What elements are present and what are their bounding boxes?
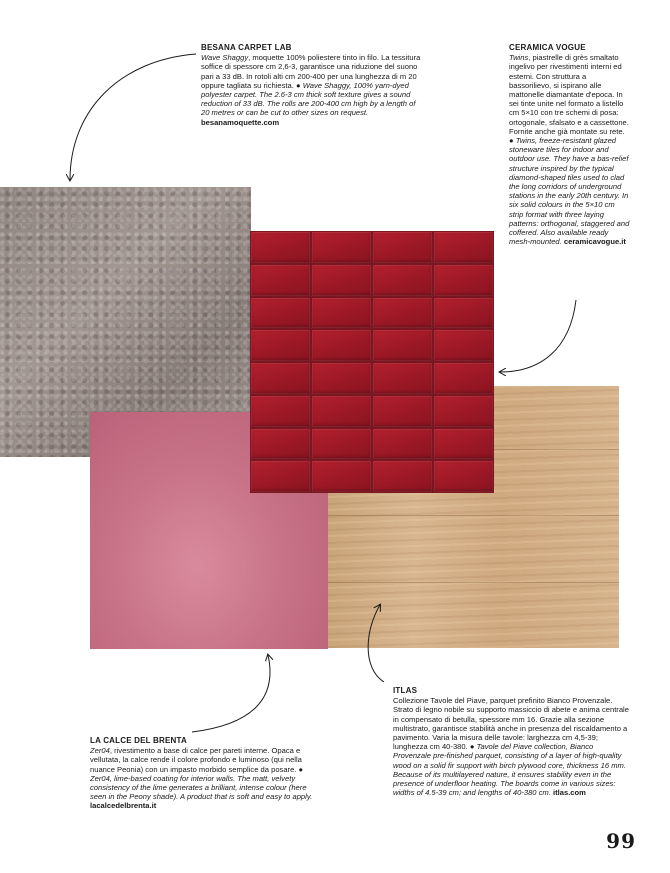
ceramica-english-text: Twins, freeze-resistant glazed stoneware tiles for indoor and outdoor use. They have a bas-relief structure inspired by the typical diamond-shaped tiles used to clad the long corridors of underground stations in the early 20th century. In six solid colours in the 5×10 cm strip format with three laying patterns: orthogonal, staggered and coffered. Also available ready mesh-mounted. [509, 136, 630, 247]
besana-website-link[interactable]: besanamoquette.com [201, 117, 280, 127]
ceramica-website-link[interactable]: ceramicavogue.it [563, 237, 626, 247]
itlas-bullet: ● [469, 742, 475, 752]
besana-caption [201, 43, 423, 127]
besana-english-text: Wave Shaggy, 100% yarn-dyed polyester carpet. The 2.6-3 cm thick soft texture gives a sound reduction of 33 dB. The rolls are 200-400 cm high by a length of 20 metres or can be cut to other sizes on request. [201, 80, 416, 118]
besana-product-name: Wave Shaggy [201, 53, 249, 63]
itlas-website-link[interactable]: itlas.com [553, 788, 586, 798]
itlas-english-text: Tavole del Piave collection, Bianco Provenzale pre-finished parquet, consisting of a layer of high-quality wood on a solid fir support with birch plywood core, thickness 16 mm. Because of its multilayered nature, it ensures stability even in the presence of underfloor heating. The boards come in various sizes: widths of 4.5-39 cm; and lengths of 40-380 cm. [393, 742, 626, 798]
ceramica-heading: CERAMICA VOGUE [509, 43, 586, 52]
besana-italian-text: , moquette 100% poliestere tinto in filo. La tessitura soffice di spessore cm 2,6-3, garantisce una riduzione del suono pari a 33 dB. In rotoli alti cm 200-400 per una lunghezza di m 20 oppure tagliata su richiesta. [201, 53, 421, 90]
calce-heading: LA CALCE DEL BRENTA [90, 736, 187, 745]
itlas-caption [393, 686, 631, 797]
calce-bullet: ● [298, 764, 304, 774]
besana-heading: BESANA CARPET LAB [201, 43, 292, 52]
calce-caption [90, 736, 322, 811]
ceramica-bullet: ● [509, 136, 514, 146]
calce-italian-text: , rivestimento a base di calce per pareti interne. Opaca e vellutata, la calce rende il colore profondo e luminoso (qui nella nuance Peonia) con un impasto morbido semplice da posare. [90, 746, 302, 774]
calce-english-text: Zer04, lime-based coating for interior walls. The matt, velvety consistency of the lime generates a brilliant, intense colour (here seen in the Peony shade). A product that is soft and easy to apply. [90, 773, 313, 802]
itlas-italian-text: Collezione Tavole del Piave, parquet prefinito Bianco Provenzale. Strato di legno nobile su supporto massiccio di abete e anima centrale in compensato di betulla, spessore mm 16. Grazie alla sezione multistrato, garantisce stabilità anche in presenza del riscaldamento a pavimento. Varia la misura delle tavole: larghezza cm 4,5-39; lunghezza cm 40-380. [393, 696, 629, 752]
page-number: 99 [606, 829, 636, 853]
calce-website-link[interactable]: lacalcedelbrenta.it [90, 801, 157, 811]
arrow-ceramica [500, 300, 576, 372]
besana-bullet: ● [296, 80, 301, 90]
ceramica-italian-text: , piastrelle di grès smaltato ingelivo per rivestimenti interni ed esterni. Con struttura a bassorilievo, si ispirano alle mattonelle diamantate d'epoca. In sei tinte unite nel formato a listello cm 5×10 con tre schemi di posa: ortogonale, sfalsato e a cassettone. Fornite anche già montate su rete. [509, 53, 629, 136]
arrow-calce [192, 655, 270, 732]
itlas-heading: ITLAS [393, 686, 418, 695]
ceramica-caption [509, 43, 630, 246]
ceramica-product-name: Twins [509, 53, 529, 63]
arrow-besana [70, 54, 196, 180]
calce-product-name: Zer04 [90, 746, 110, 756]
arrow-itlas [368, 605, 384, 682]
